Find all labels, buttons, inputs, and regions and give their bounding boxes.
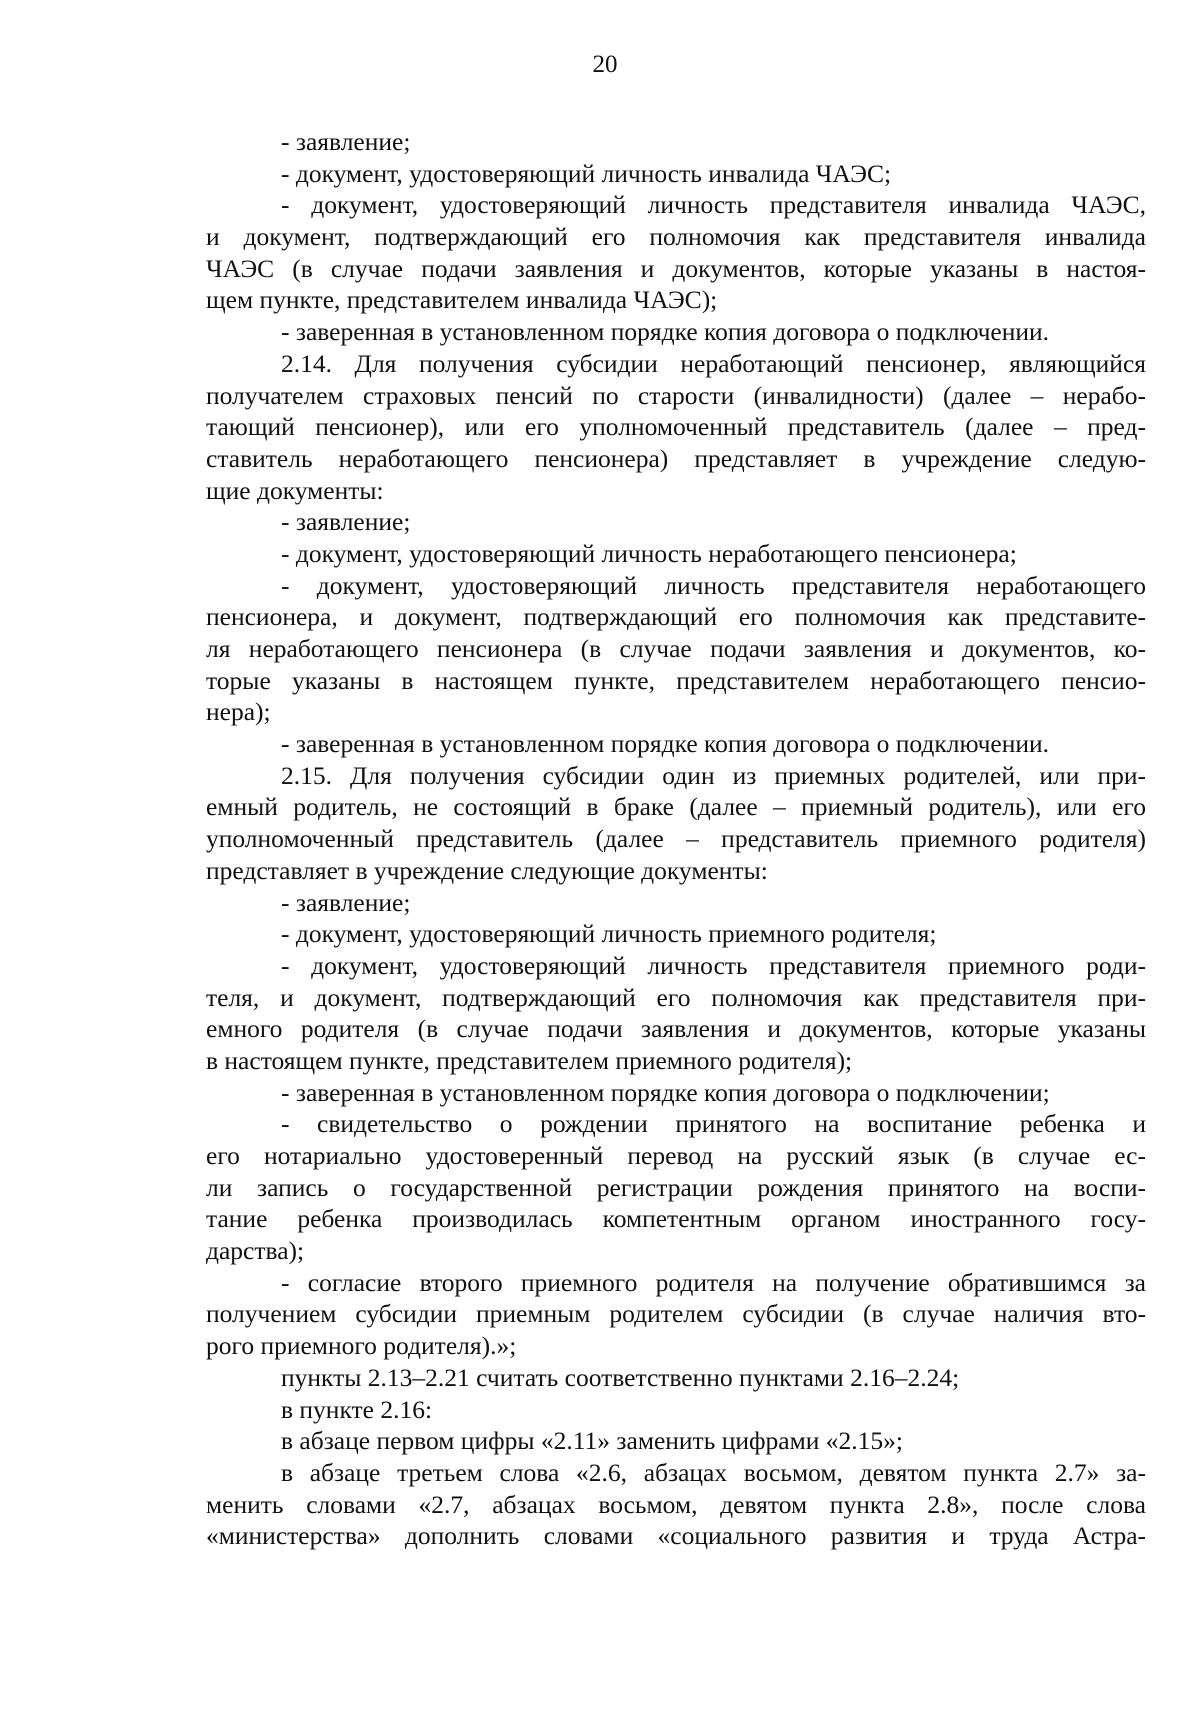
text-line: в абзаце первом цифры «2.11» заменить цифрами «2.15»; [281,1426,903,1456]
text-line: 2.15. Для получения субсидии один из приемных родителей, или при- [281,760,1146,790]
text-line: емный родитель, не состоящий в браке (далее – приемный родитель), или его [206,792,1146,822]
text-line: уполномоченный представитель (далее – представитель приемного родителя) [206,824,1146,854]
text-line: - заверенная в установленном порядке копия договора о подключении. [281,729,1050,759]
text-line: тающий пенсионер), или его уполномоченный представитель (далее – пред- [206,412,1146,442]
text-line: торые указаны в настоящем пункте, представителем неработающего пенсио- [206,665,1146,695]
text-line: - документ, удостоверяющий личность представителя инвалида ЧАЭС, [281,190,1146,220]
text-line: получателем страховых пенсий по старости (инвалидности) (далее – нерабо- [206,380,1146,410]
text-line: представляет в учреждение следующие документы: [206,855,768,885]
text-line: емного родителя (в случае подачи заявления и документов, которые указаны [206,1014,1146,1044]
page-number: 20 [592,51,618,78]
text-line: ставитель неработающего пенсионера) представляет в учреждение следую- [206,443,1146,473]
text-line: - заявление; [281,507,411,537]
text-line: - документ, удостоверяющий личность представителя приемного роди- [281,950,1146,980]
text-line: - заверенная в установленном порядке копия договора о подключении; [281,1077,1050,1107]
text-line: получением субсидии приемным родителем субсидии (в случае наличия вто- [206,1299,1146,1329]
text-line: менить словами «2.7, абзацах восьмом, девятом пункта 2.8», после слова [206,1489,1146,1519]
text-line: нера); [206,697,271,727]
text-line: - заявление; [281,887,411,917]
text-line: тание ребенка производилась компетентным органом иностранного госу- [206,1204,1146,1234]
text-line: в пункте 2.16: [281,1394,433,1424]
text-line: - заявление; [281,127,411,156]
text-line: - согласие второго приемного родителя на получение обратившимся за [281,1267,1146,1297]
text-line: его нотариально удостоверенный перевод на русский язык (в случае ес- [206,1141,1146,1170]
text-line: и документ, подтверждающий его полномочия как представителя инвалида [206,222,1146,252]
text-line: - документ, удостоверяющий личность приемного родителя; [281,919,937,949]
text-line: в настоящем пункте, представителем приемного родителя); [206,1045,853,1075]
text-line: рого приемного родителя).»; [206,1331,517,1361]
text-line: - документ, удостоверяющий личность неработающего пенсионера; [281,538,1017,568]
text-line: щем пункте, представителем инвалида ЧАЭС); [206,285,718,315]
text-line: пенсионера, и документ, подтверждающий его полномочия как представите- [206,602,1146,632]
text-line: - свидетельство о рождении принятого на воспитание ребенка и [281,1109,1146,1139]
text-line: дарства); [206,1236,305,1266]
text-line: в абзаце третьем слова «2.6, абзацах восьмом, девятом пункта 2.7» за- [281,1457,1146,1487]
text-line: ля неработающего пенсионера (в случае подачи заявления и документов, ко- [206,634,1146,663]
text-line: щие документы: [206,475,384,505]
text-line: - заверенная в установленном порядке копия договора о подключении. [281,317,1050,347]
text-line: - документ, удостоверяющий личность представителя неработающего [281,570,1146,600]
document-body [206,126,1146,1552]
text-line: - документ, удостоверяющий личность инвалида ЧАЭС; [281,158,892,188]
text-line: «министерства» дополнить словами «социального развития и труда Астра- [206,1521,1146,1551]
text-line: теля, и документ, подтверждающий его полномочия как представителя при- [206,982,1146,1012]
text-line: ли запись о государственной регистрации рождения принятого на воспи- [206,1172,1146,1202]
text-line: 2.14. Для получения субсидии неработающий пенсионер, являющийся [281,348,1146,378]
text-line: пункты 2.13–2.21 считать соответственно пунктами 2.16–2.24; [281,1362,960,1392]
text-line: ЧАЭС (в случае подачи заявления и документов, которые указаны в настоя- [206,253,1146,283]
